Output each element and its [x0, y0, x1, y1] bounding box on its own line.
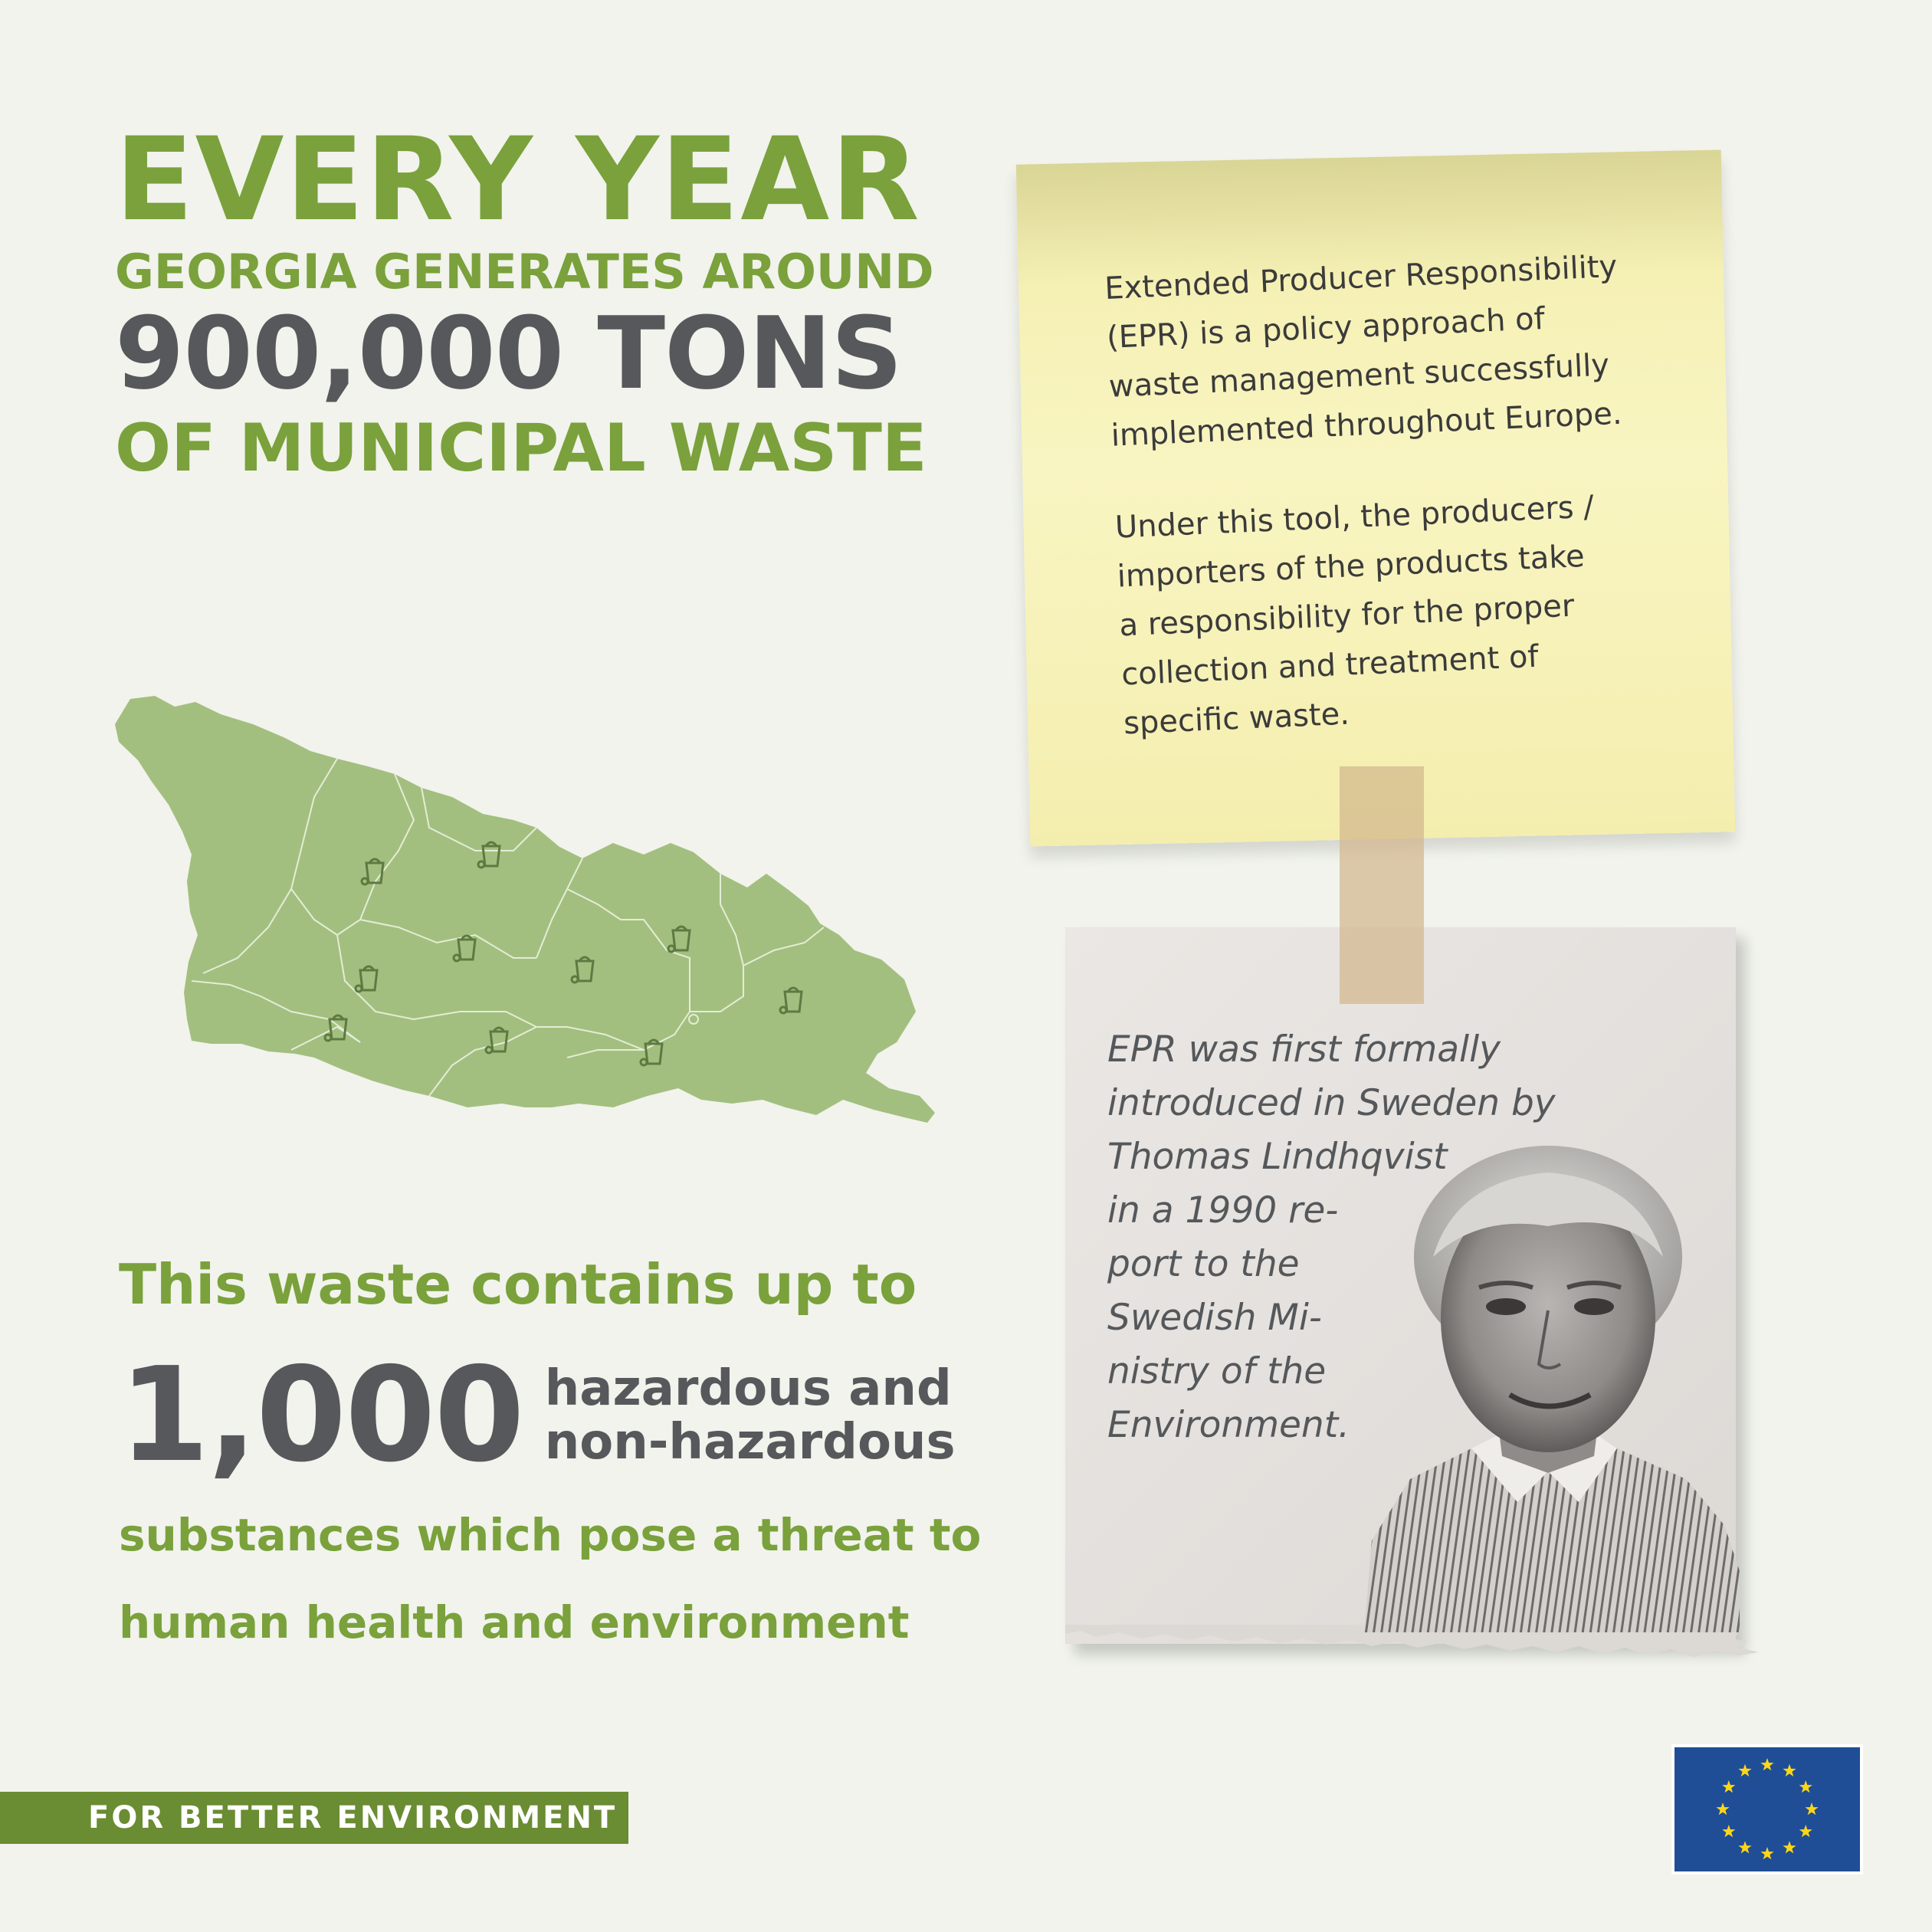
paper-line: port to the — [1107, 1243, 1300, 1285]
stat-row — [119, 1340, 956, 1491]
stat-desc-line2: non-hazardous — [544, 1414, 956, 1471]
portrait-shirt — [1364, 1448, 1740, 1632]
stat-tail-line1: substances which pose a threat to — [119, 1509, 982, 1561]
headline-georgia-generates: GEORGIA GENERATES AROUND — [115, 244, 934, 300]
stat-desc-line1: hazardous and — [544, 1360, 952, 1417]
eu-flag-icon — [1671, 1744, 1863, 1875]
georgia-map-shape — [115, 696, 935, 1123]
paper-line: Environment. — [1107, 1404, 1350, 1446]
paper-line: nistry of the — [1107, 1350, 1327, 1392]
stat-tail-line2: human health and environment — [119, 1596, 910, 1648]
stat-number: 1,000 — [119, 1340, 523, 1491]
stat-description — [545, 1362, 956, 1470]
tape-strip — [1340, 766, 1424, 1004]
georgia-map — [107, 690, 943, 1127]
sticky-line: a responsibility for the proper — [1118, 588, 1576, 644]
sticky-line: implemented throughout Europe. — [1110, 395, 1623, 454]
stat-block — [119, 1252, 982, 1648]
sticky-line: specific waste. — [1123, 696, 1350, 742]
sticky-note-text — [1104, 239, 1708, 791]
sticky-line: waste management successfully — [1107, 347, 1610, 405]
footer-badge: FOR BETTER ENVIRONMENT — [0, 1792, 628, 1844]
stat-intro: This waste contains up to — [119, 1252, 917, 1317]
paper-note-text — [1107, 1023, 1556, 1452]
headline-every-year: EVERY YEAR — [115, 113, 921, 247]
sticky-line: Under this tool, the producers / — [1114, 489, 1595, 546]
headline-municipal-waste: OF MUNICIPAL WASTE — [115, 410, 927, 487]
paper-line: Swedish Mi- — [1107, 1297, 1322, 1339]
sticky-line: importers of the products take — [1116, 539, 1586, 595]
sticky-paragraph-1 — [1104, 239, 1694, 461]
paper-line: EPR was first formally — [1107, 1028, 1501, 1071]
paper-line: in a 1990 re- — [1107, 1189, 1339, 1232]
sticky-line: collection and treatment of — [1120, 638, 1540, 693]
paper-line: Thomas Lindhqvist — [1107, 1136, 1448, 1178]
sticky-line: (EPR) is a policy approach of — [1106, 300, 1546, 356]
sticky-paragraph-2 — [1114, 478, 1707, 749]
paper-line: introduced in Sweden by — [1107, 1082, 1556, 1124]
headline-tons: 900,000 TONS — [115, 295, 902, 412]
headline — [115, 113, 934, 487]
sticky-line: Extended Producer Responsibility — [1104, 248, 1619, 307]
